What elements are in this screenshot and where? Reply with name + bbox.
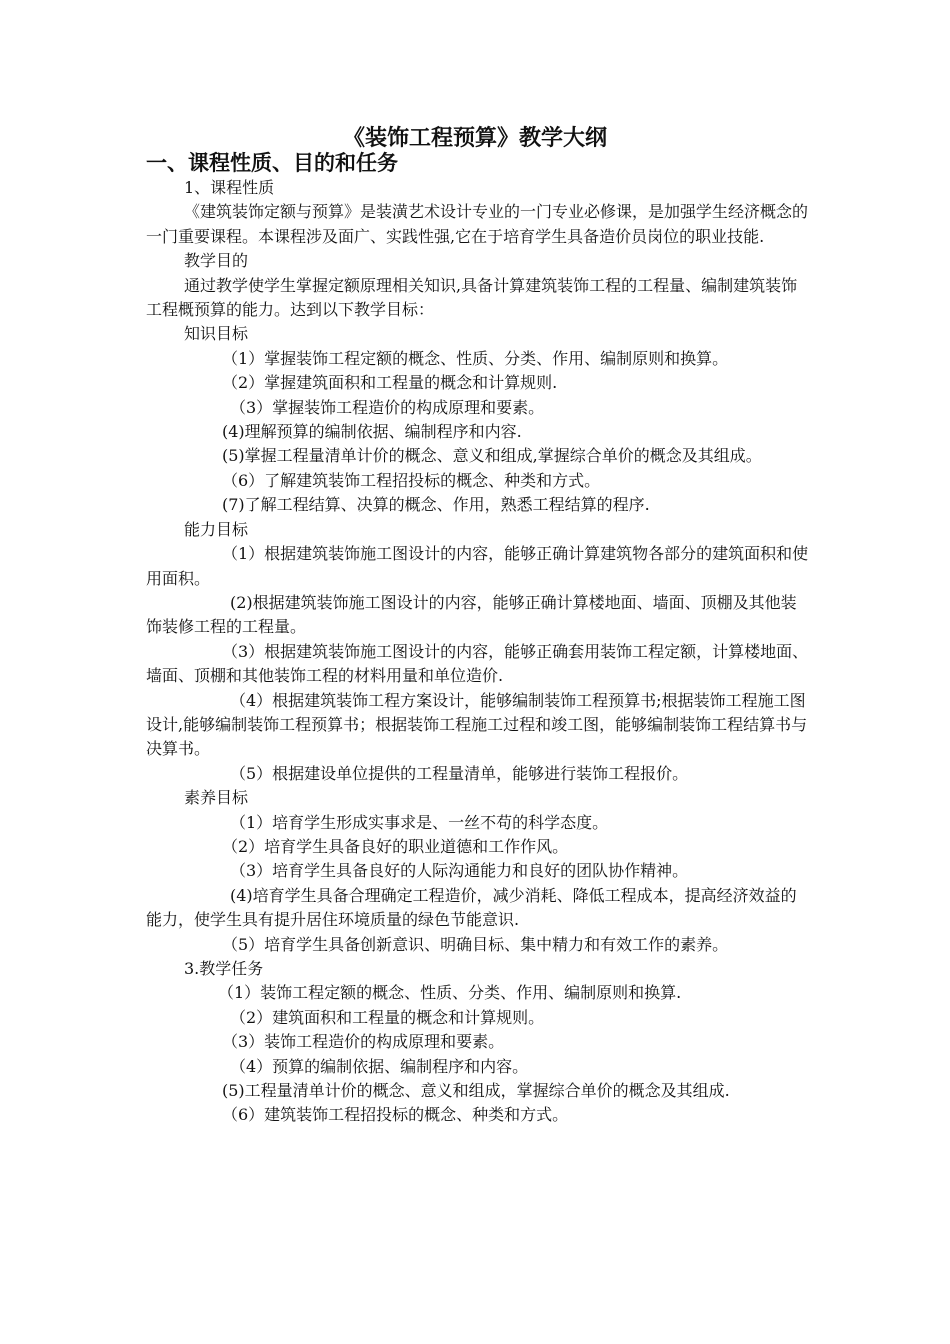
list-item: (4)理解预算的编制依据、编制程序和内容. xyxy=(222,422,522,442)
list-item: (4)培育学生具备合理确定工程造价，减少消耗、降低工程成本，提高经济效益的能力，使学生具有提升居住环境质量的绿色节能意识. xyxy=(146,885,797,930)
list-item: （4）预算的编制依据、编制程序和内容。 xyxy=(230,1056,529,1076)
list-item: （2）建筑面积和工程量的概念和计算规则。 xyxy=(230,1007,545,1027)
paragraph-course-nature: 《建筑装饰定额与预算》是装潢艺术设计专业的一门专业必修课，是加强学生经济概念的一门重要课程。本课程涉及面广、实践性强,它在于培育学生具备造价员岗位的职业技能. xyxy=(146,202,809,246)
document-title: 《装饰工程预算》教学大纲 xyxy=(342,125,607,151)
section-heading: 一、课程性质、目的和任务 xyxy=(146,150,398,175)
list-item: （1）根据建筑装饰施工图设计的内容，能够正确计算建筑物各部分的建筑面积和使用面积。 xyxy=(146,544,809,588)
list-item: （5）培育学生具备创新意识、明确目标、集中精力和有效工作的素养。 xyxy=(222,934,729,954)
subheading-quality-goals: 素养目标 xyxy=(184,788,249,808)
list-item: （1）装饰工程定额的概念、性质、分类、作用、编制原则和换算. xyxy=(218,983,682,1003)
list-item: (7)了解工程结算、决算的概念、作用，熟悉工程结算的程序. xyxy=(222,495,650,515)
list-item: (2)根据建筑装饰施工图设计的内容，能够正确计算楼地面、墙面、顶棚及其他装饰装修工程的工程量。 xyxy=(146,592,797,637)
list-item: （2）培育学生具备良好的职业道德和工作作风。 xyxy=(222,836,569,856)
list-item: （3）根据建筑装饰施工图设计的内容，能够正确套用装饰工程定额，计算楼地面、墙面、顶棚和其他装饰工程的材料用量和单位造价. xyxy=(146,641,809,686)
subheading-ability-goals: 能力目标 xyxy=(184,519,249,539)
paragraph-teaching-purpose: 通过教学使学生掌握定额原理相关知识,具备计算建筑装饰工程的工程量、编制建筑装饰工程概预算的能力。达到以下教学目标： xyxy=(146,275,798,320)
list-item: （1）掌握装饰工程定额的概念、性质、分类、作用、编制原则和换算。 xyxy=(222,348,729,368)
subheading-course-nature: 1、课程性质 xyxy=(184,178,275,197)
list-item: （1）培育学生形成实事求是、一丝不苟的科学态度。 xyxy=(230,812,609,832)
document-body xyxy=(146,176,810,1128)
list-item: （3）装饰工程造价的构成原理和要素。 xyxy=(222,1032,505,1052)
subheading-teaching-purpose: 教学目的 xyxy=(184,251,249,271)
list-item: （5）根据建设单位提供的工程量清单，能够进行装饰工程报价。 xyxy=(230,763,689,783)
list-item: (5)工程量清单计价的概念、意义和组成，掌握综合单价的概念及其组成. xyxy=(222,1081,730,1101)
list-item: （6）了解建筑装饰工程招投标的概念、种类和方式。 xyxy=(222,470,601,490)
subheading-knowledge-goals: 知识目标 xyxy=(184,324,249,344)
list-item: （2）掌握建筑面积和工程量的概念和计算规则. xyxy=(222,373,558,393)
list-item: （6）建筑装饰工程招投标的概念、种类和方式。 xyxy=(222,1105,569,1125)
list-item: (5)掌握工程量清单计价的概念、意义和组成,掌握综合单价的概念及其组成。 xyxy=(222,446,762,466)
list-item: （3）掌握装饰工程造价的构成原理和要素。 xyxy=(230,397,545,417)
list-item: （3）培育学生具备良好的人际沟通能力和良好的团队协作精神。 xyxy=(230,861,689,881)
subheading-teaching-tasks: 3.教学任务 xyxy=(184,959,264,978)
list-item: （4）根据建筑装饰工程方案设计，能够编制装饰工程预算书;根据装饰工程施工图设计,能够编制装饰工程预算书；根据装饰工程施工过程和竣工图，能够编制装饰工程结算书与决算书。 xyxy=(146,690,808,759)
